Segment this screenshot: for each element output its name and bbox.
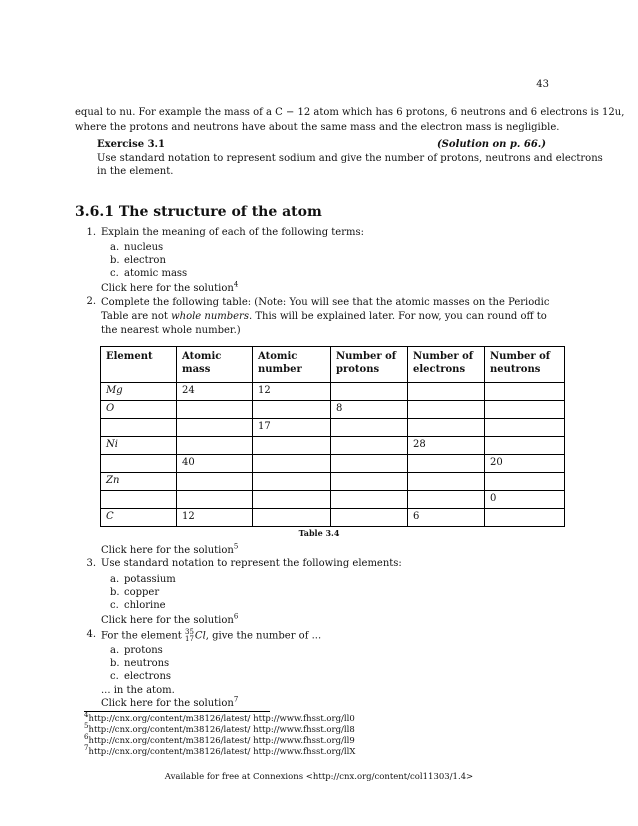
- table-cell: [331, 509, 408, 527]
- exercise-text-1: Use standard notation to represent sodium and give the number of protons, neutrons and electrons: [97, 153, 603, 164]
- table-row: [101, 419, 565, 437]
- q1-text: Explain the meaning of each of the following terms:: [101, 227, 364, 238]
- header-atomic-number: Atomic number: [253, 347, 331, 383]
- table-cell: [177, 491, 253, 509]
- table-row: [101, 437, 565, 455]
- footnote-divider: [84, 711, 270, 712]
- table-cell: O: [101, 401, 177, 419]
- q4-tail-text: ... in the atom.: [101, 685, 175, 696]
- table-cell: [101, 455, 177, 473]
- header-element: Element: [101, 347, 177, 383]
- table-cell: 12: [177, 509, 253, 527]
- section-heading: 3.6.1 The structure of the atom: [75, 204, 322, 220]
- table-cell: [408, 419, 485, 437]
- footnote-7[interactable]: $^7$http://cnx.org/content/m38126/latest/ http://www.fhsst.org/llX: [84, 744, 356, 757]
- table-cell: [485, 473, 565, 491]
- table-cell: C: [101, 509, 177, 527]
- table-cell: [331, 455, 408, 473]
- table-cell: [408, 401, 485, 419]
- q1-item: c. atomic mass: [110, 268, 188, 279]
- header-atomic-mass: Atomic mass: [177, 347, 253, 383]
- q3-number: 3.: [86, 558, 96, 569]
- page-footer: Available for free at Connexions <http://cnx.org/content/col11303/1.4>: [164, 772, 474, 782]
- q2-solution-link[interactable]: Click here for the solution$^5$: [101, 542, 239, 556]
- table-row: [101, 473, 565, 491]
- q4-number: 4.: [86, 629, 96, 640]
- q1-solution-link[interactable]: Click here for the solution$^4$: [101, 280, 239, 294]
- footnote-ref: 7: [233, 695, 239, 704]
- footnote-6[interactable]: $^6$http://cnx.org/content/m38126/latest/ http://www.fhsst.org/ll9: [84, 733, 355, 746]
- q3-item: b. copper: [110, 587, 160, 598]
- table-header-row: [101, 347, 565, 383]
- atom-table: [100, 346, 565, 527]
- exercise-title: Exercise 3.1: [97, 139, 165, 150]
- table-cell: [485, 509, 565, 527]
- table-cell: 0: [485, 491, 565, 509]
- footnote-4[interactable]: $^4$http://cnx.org/content/m38126/latest/ http://www.fhsst.org/ll0: [84, 711, 355, 724]
- q1-item: b. electron: [110, 255, 166, 266]
- table-cell: [177, 401, 253, 419]
- table-cell: [331, 437, 408, 455]
- footnote-ref: 4: [233, 280, 239, 289]
- table-cell: [485, 437, 565, 455]
- q4-solution-link[interactable]: Click here for the solution$^7$: [101, 695, 239, 709]
- q3-item: a. potassium: [110, 574, 176, 585]
- table-row: [101, 509, 565, 527]
- q4-item: c. electrons: [110, 671, 172, 682]
- q1-number: 1.: [86, 227, 96, 238]
- q2-text: Complete the following table: (Note: You will see that the atomic masses on the Periodic Table are not whole numbers. This will be explained later. For now, you can round off to the nearest whole number.): [101, 297, 550, 336]
- exercise-text-2: in the element.: [97, 166, 174, 177]
- table-cell: [177, 437, 253, 455]
- table-cell: [485, 401, 565, 419]
- table-cell: [331, 383, 408, 401]
- table-caption: Table 3.4: [298, 528, 340, 538]
- table-cell: 6: [408, 509, 485, 527]
- q4-text: For the element 35 17Cl, give the number of ...: [101, 628, 322, 643]
- table-cell: 20: [485, 455, 565, 473]
- table-cell: [485, 383, 565, 401]
- isotope-notation: 35 17: [185, 628, 194, 643]
- table-cell: Ni: [101, 437, 177, 455]
- table-row: [101, 401, 565, 419]
- footnote-ref: 6: [233, 612, 239, 621]
- table-cell: [253, 491, 331, 509]
- table-cell: [408, 455, 485, 473]
- footnote-5[interactable]: $^5$http://cnx.org/content/m38126/latest/ http://www.fhsst.org/ll8: [84, 722, 355, 735]
- header-electrons: Number of electrons: [408, 347, 485, 383]
- table-cell: 24: [177, 383, 253, 401]
- table-cell: [253, 473, 331, 491]
- table-cell: [253, 437, 331, 455]
- q4-item: a. protons: [110, 645, 163, 656]
- table-cell: [408, 473, 485, 491]
- table-cell: [177, 419, 253, 437]
- table-cell: [408, 383, 485, 401]
- table-cell: [253, 509, 331, 527]
- table-cell: [177, 473, 253, 491]
- table-cell: Zn: [101, 473, 177, 491]
- table-cell: [101, 491, 177, 509]
- exercise-solution-link[interactable]: (Solution on p. 66.): [436, 139, 546, 150]
- table-cell: [253, 455, 331, 473]
- header-neutrons: Number of neutrons: [485, 347, 565, 383]
- q3-text: Use standard notation to represent the following elements:: [101, 558, 402, 569]
- table-cell: 28: [408, 437, 485, 455]
- table-cell: 8: [331, 401, 408, 419]
- q2-number: 2.: [86, 296, 96, 307]
- header-protons: Number of protons: [331, 347, 408, 383]
- q4-item: b. neutrons: [110, 658, 170, 669]
- table-cell: 12: [253, 383, 331, 401]
- table-cell: [331, 491, 408, 509]
- footnote-ref: 5: [233, 542, 239, 551]
- table-cell: [485, 419, 565, 437]
- table-cell: [253, 401, 331, 419]
- q3-item: c. chlorine: [110, 600, 166, 611]
- q3-solution-link[interactable]: Click here for the solution$^6$: [101, 612, 239, 626]
- table-cell: [408, 491, 485, 509]
- intro-line-2: where the protons and neutrons have about the same mass and the electron mass is negligible.: [75, 122, 560, 133]
- table-cell: 40: [177, 455, 253, 473]
- table-row: [101, 383, 565, 401]
- table-cell: [101, 419, 177, 437]
- table-cell: [331, 419, 408, 437]
- page-number: 43: [536, 79, 549, 90]
- table-cell: [331, 473, 408, 491]
- table-row: [101, 455, 565, 473]
- table-row: [101, 491, 565, 509]
- table-cell: Mg: [101, 383, 177, 401]
- intro-line-1: equal to nu. For example the mass of a C − 12 atom which has 6 protons, 6 neutrons and 6 electrons is 12u,: [75, 107, 625, 118]
- q1-item: a. nucleus: [110, 242, 164, 253]
- table-cell: 17: [253, 419, 331, 437]
